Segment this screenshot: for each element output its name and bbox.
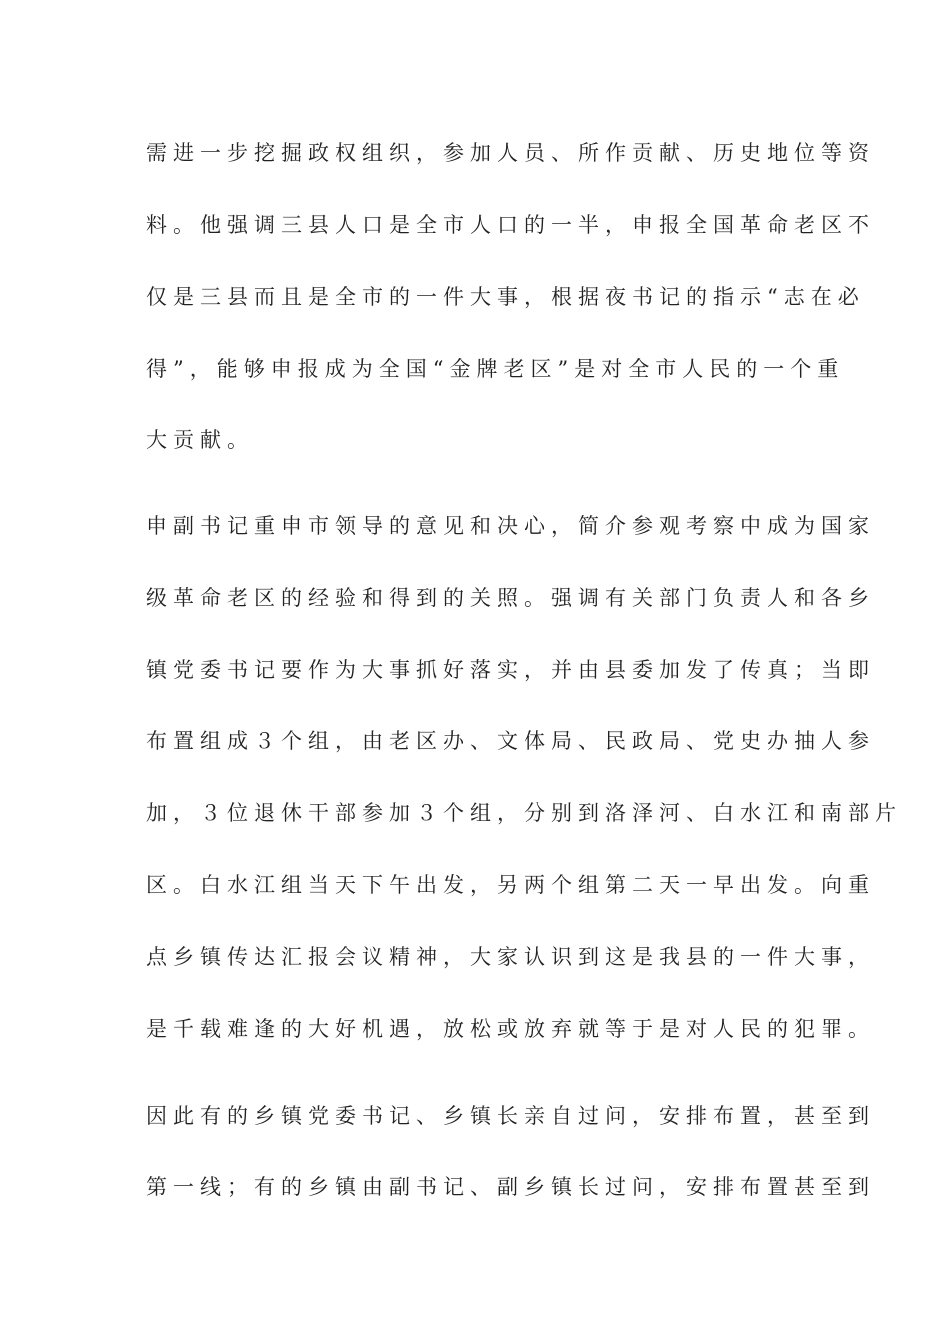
text-line: 镇党委书记要作为大事抓好落实，并由县委加发了传真；当即 <box>146 658 875 682</box>
text-line: 申副书记重申市领导的意见和决心，简介参观考察中成为国家 <box>146 514 875 538</box>
text-line: 因此有的乡镇党委书记、乡镇长亲自过问，安排布置，甚至到 <box>146 1104 875 1128</box>
text-line: 得”，能够申报成为全国“金牌老区”是对全市人民的一个重 <box>146 357 845 381</box>
text-line: 级革命老区的经验和得到的关照。强调有关部门负责人和各乡 <box>146 586 875 610</box>
text-line: 加，３位退休干部参加３个组，分别到洛泽河、白水江和南部片 <box>146 801 902 825</box>
text-line: 大贡献。 <box>146 428 254 452</box>
text-line: 是千载难逢的大好机遇，放松或放弃就等于是对人民的犯罪。 <box>146 1017 875 1041</box>
text-line: 料。他强调三县人口是全市人口的一半，申报全国革命老区不 <box>146 213 875 237</box>
text-line: 需进一步挖掘政权组织，参加人员、所作贡献、历史地位等资 <box>146 141 875 165</box>
text-line: 布置组成３个组，由老区办、文体局、民政局、党史办抽人参 <box>146 729 875 753</box>
text-line: 区。白水江组当天下午出发，另两个组第二天一早出发。向重 <box>146 873 875 897</box>
text-line: 点乡镇传达汇报会议精神，大家认识到这是我县的一件大事， <box>146 945 875 969</box>
text-line: 仅是三县而且是全市的一件大事，根据夜书记的指示“志在必 <box>146 285 865 309</box>
text-line: 第一线；有的乡镇由副书记、副乡镇长过问，安排布置甚至到 <box>146 1175 875 1199</box>
